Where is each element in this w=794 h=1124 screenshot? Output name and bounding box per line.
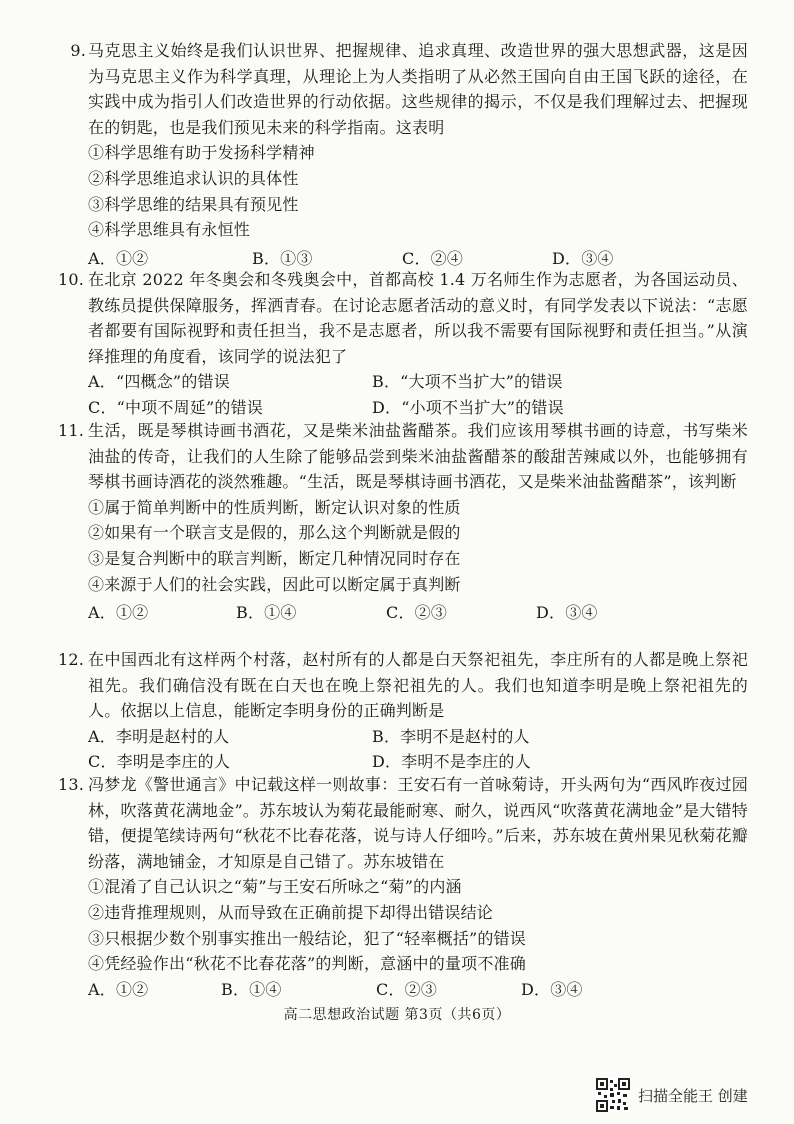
option-c: C．②③ bbox=[386, 603, 448, 623]
qr-code-icon bbox=[596, 1078, 630, 1112]
option-b: B．①③ bbox=[252, 248, 313, 268]
question-number: 13. bbox=[57, 775, 84, 794]
statement-1: ①科学思维有助于发扬科学精神 bbox=[88, 143, 315, 163]
option-d: D．③④ bbox=[536, 603, 598, 623]
statement-4: ④凭经验作出“秋花不比春花落”的判断，意涵中的量项不准确 bbox=[88, 954, 526, 974]
statement-3: ③科学思维的结果具有预见性 bbox=[88, 194, 299, 214]
option-d: D．李明不是李庄的人 bbox=[372, 752, 531, 772]
statement-4: ④来源于人们的社会实践，因此可以断定属于真判断 bbox=[88, 574, 461, 594]
question-stem: 马克思主义始终是我们认识世界、把握规律、追求真理、改造世界的强大思想武器，这是因为马克思主义作为科学真理，从理论上为人类指明了从必然王国向自由王国飞跃的途径，在实践中成为指引人们改造世界的行动依据。这些规律的揭示，不仅是我们理解过去、把握现在的钥匙，也是我们预见未来的科学指南。这表明 bbox=[88, 41, 748, 137]
question-stem: 冯梦龙《警世通言》中记载这样一则故事：王安石有一首咏菊诗，开头两句为“西风昨夜过园林，吹落黄花满地金”。苏东坡认为菊花最能耐寒、耐久，说西风“吹落黄花满地金”是大错特错，便提笔续诗两句“秋花不比春花落，说与诗人仔细吟。”后来，苏东坡在黄州果见秋菊花瓣纷落，满地铺金，才知原是自己错了。苏东坡错在 bbox=[88, 775, 748, 871]
question-11 bbox=[57, 418, 748, 626]
option-a: A．①② bbox=[88, 603, 149, 623]
statement-2: ②违背推理规则，从而导致在正确前提下却得出错误结论 bbox=[88, 902, 494, 922]
option-a: A．李明是赵村的人 bbox=[88, 726, 230, 746]
question-number: 11. bbox=[57, 421, 84, 440]
option-a: A．“四概念”的错误 bbox=[88, 372, 230, 392]
option-row bbox=[88, 600, 748, 626]
question-10 bbox=[57, 267, 748, 421]
statement-1: ①属于简单判断中的性质判断，断定认识对象的性质 bbox=[88, 497, 461, 517]
statement-2: ②如果有一个联言支是假的，那么这个判断就是假的 bbox=[88, 523, 461, 543]
question-number: 12. bbox=[57, 650, 84, 669]
option-grid bbox=[88, 369, 748, 420]
option-c: C．李明是李庄的人 bbox=[88, 752, 231, 772]
question-number: 9. bbox=[70, 41, 86, 60]
option-d: D．③④ bbox=[552, 248, 614, 268]
question-9 bbox=[70, 38, 748, 271]
question-13 bbox=[57, 772, 748, 1002]
option-c: C．“中项不周延”的错误 bbox=[88, 397, 264, 417]
option-row bbox=[88, 977, 748, 1003]
statement-list bbox=[88, 874, 748, 976]
statement-2: ②科学思维追求认识的具体性 bbox=[88, 168, 299, 188]
question-stem: 在中国西北有这样两个村落，赵村所有的人都是白天祭祀祖先，李庄所有的人都是晚上祭祀祖先。我们确信没有既在白天也在晚上祭祀祖先的人。我们也知道李明是晚上祭祀祖先的人。依据以上信息，能断定李明身份的正确判断是 bbox=[88, 650, 748, 721]
statement-list bbox=[88, 495, 748, 597]
option-a: A．①② bbox=[88, 979, 149, 999]
statement-list bbox=[88, 140, 748, 242]
statement-1: ①混淆了自己认识之“菊”与王安石所咏之“菊”的内涵 bbox=[88, 877, 462, 897]
page-footer: 高二思想政治试题 第3页（共6页） bbox=[283, 1007, 511, 1023]
option-d: D．“小项不当扩大”的错误 bbox=[372, 397, 564, 417]
question-number: 10. bbox=[57, 270, 84, 289]
option-b: B．①④ bbox=[236, 603, 297, 623]
statement-4: ④科学思维具有永恒性 bbox=[88, 220, 251, 240]
option-grid bbox=[88, 724, 748, 775]
scanner-watermark bbox=[596, 1078, 748, 1112]
option-b: B．①④ bbox=[221, 979, 282, 999]
question-12 bbox=[57, 647, 748, 775]
question-stem: 在北京 2022 年冬奥会和冬残奥会中，首都高校 1.4 万名师生作为志愿者，为各国运动员、教练员提供保障服务，挥洒青春。在讨论志愿者活动的意义时，有同学发表以下说法：“志愿者都要有国际视野和责任担当，我不是志愿者，所以我不需要有国际视野和责任担当。”从演绎推理的角度看，该同学的说法犯了 bbox=[88, 270, 748, 366]
option-b: B．“大项不当扩大”的错误 bbox=[372, 372, 563, 392]
statement-3: ③是复合判断中的联言判断，断定几种情况同时存在 bbox=[88, 548, 461, 568]
question-stem: 生活，既是琴棋诗画书酒花，又是柴米油盐酱醋茶。我们应该用琴棋书画的诗意，书写柴米油盐的传奇，让我们的人生除了能够品尝到柴米油盐酱醋茶的酸甜苦辣咸以外，也能够拥有琴棋书画诗酒花的淡然雅趣。“生活，既是琴棋诗画书酒花，又是柴米油盐酱醋茶”，该判断 bbox=[88, 421, 748, 492]
option-c: C．②③ bbox=[376, 979, 438, 999]
option-b: B．李明不是赵村的人 bbox=[372, 726, 530, 746]
scanner-brand-text: 扫描全能王 创建 bbox=[638, 1086, 748, 1105]
option-a: A．①② bbox=[88, 248, 149, 268]
option-d: D．③④ bbox=[521, 979, 583, 999]
statement-3: ③只根据少数个别事实推出一般结论，犯了“轻率概括”的错误 bbox=[88, 928, 526, 948]
option-c: C．②④ bbox=[402, 248, 464, 268]
